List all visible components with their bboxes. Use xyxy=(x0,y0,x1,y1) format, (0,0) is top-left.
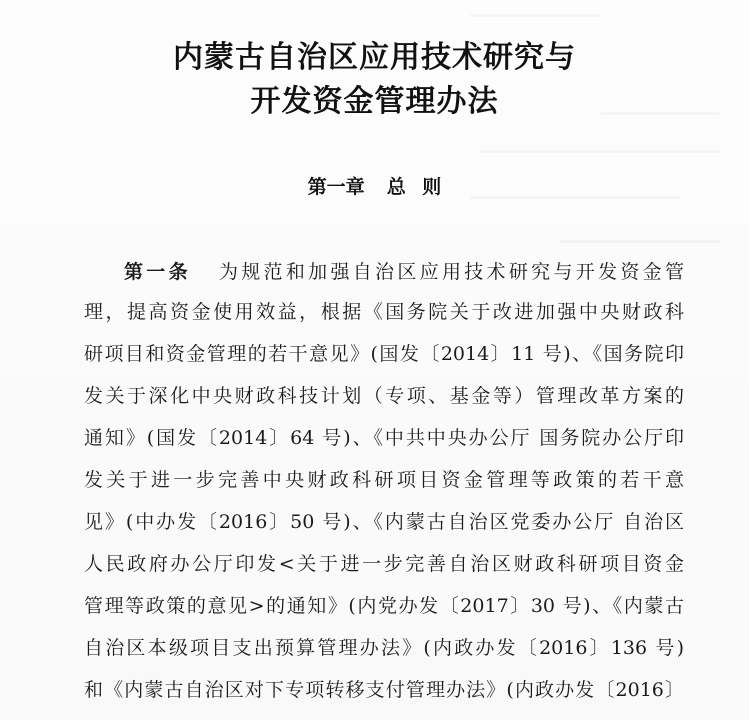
article-line: 自治区本级项目支出预算管理办法》(内政办发〔2016〕136 号) xyxy=(84,637,684,659)
bleed-through-mark xyxy=(480,150,720,153)
article-line: 研项目和资金管理的若干意见》(国发〔2014〕11 号)、《国务院印 xyxy=(84,343,684,365)
document-title-line-1: 内蒙古自治区应用技术研究与 xyxy=(173,40,576,75)
document-title-line-2: 开发资金管理办法 xyxy=(250,84,499,119)
chapter-heading xyxy=(0,172,749,199)
article-line: 理，提高资金使用效益，根据《国务院关于改进加强中央财政科 xyxy=(84,301,684,323)
article-first-line xyxy=(124,258,684,286)
article-label: 第一条 xyxy=(124,261,191,283)
article-line: 发关于进一步完善中央财政科研项目资金管理等政策的若干意 xyxy=(84,469,684,491)
bleed-through-mark xyxy=(470,14,600,17)
article-line: 人民政府办公厅印发<关于进一步完善自治区财政科研项目资金 xyxy=(84,553,684,575)
article-line: 见》(中办发〔2016〕50 号)、《内蒙古自治区党委办公厅 自治区 xyxy=(84,511,684,533)
chapter-number: 第一章 xyxy=(307,176,365,198)
article-line: 和《内蒙古自治区对下专项转移支付管理办法》(内政办发〔2016〕 xyxy=(84,679,684,701)
article-line: 通知》(国发〔2014〕64 号)、《中共中央办公厅 国务院办公厅印 xyxy=(84,427,684,449)
article-first-line-text: 为规范和加强自治区应用技术研究与开发资金管 xyxy=(218,261,684,283)
article-line: 发关于深化中央财政科技计划（专项、基金等）管理改革方案的 xyxy=(84,385,684,407)
article-line: 管理等政策的意见>的通知》(内党办发〔2017〕30 号)、《内蒙古 xyxy=(84,595,684,617)
bleed-through-mark xyxy=(560,240,720,243)
chapter-title: 总 则 xyxy=(386,176,442,198)
